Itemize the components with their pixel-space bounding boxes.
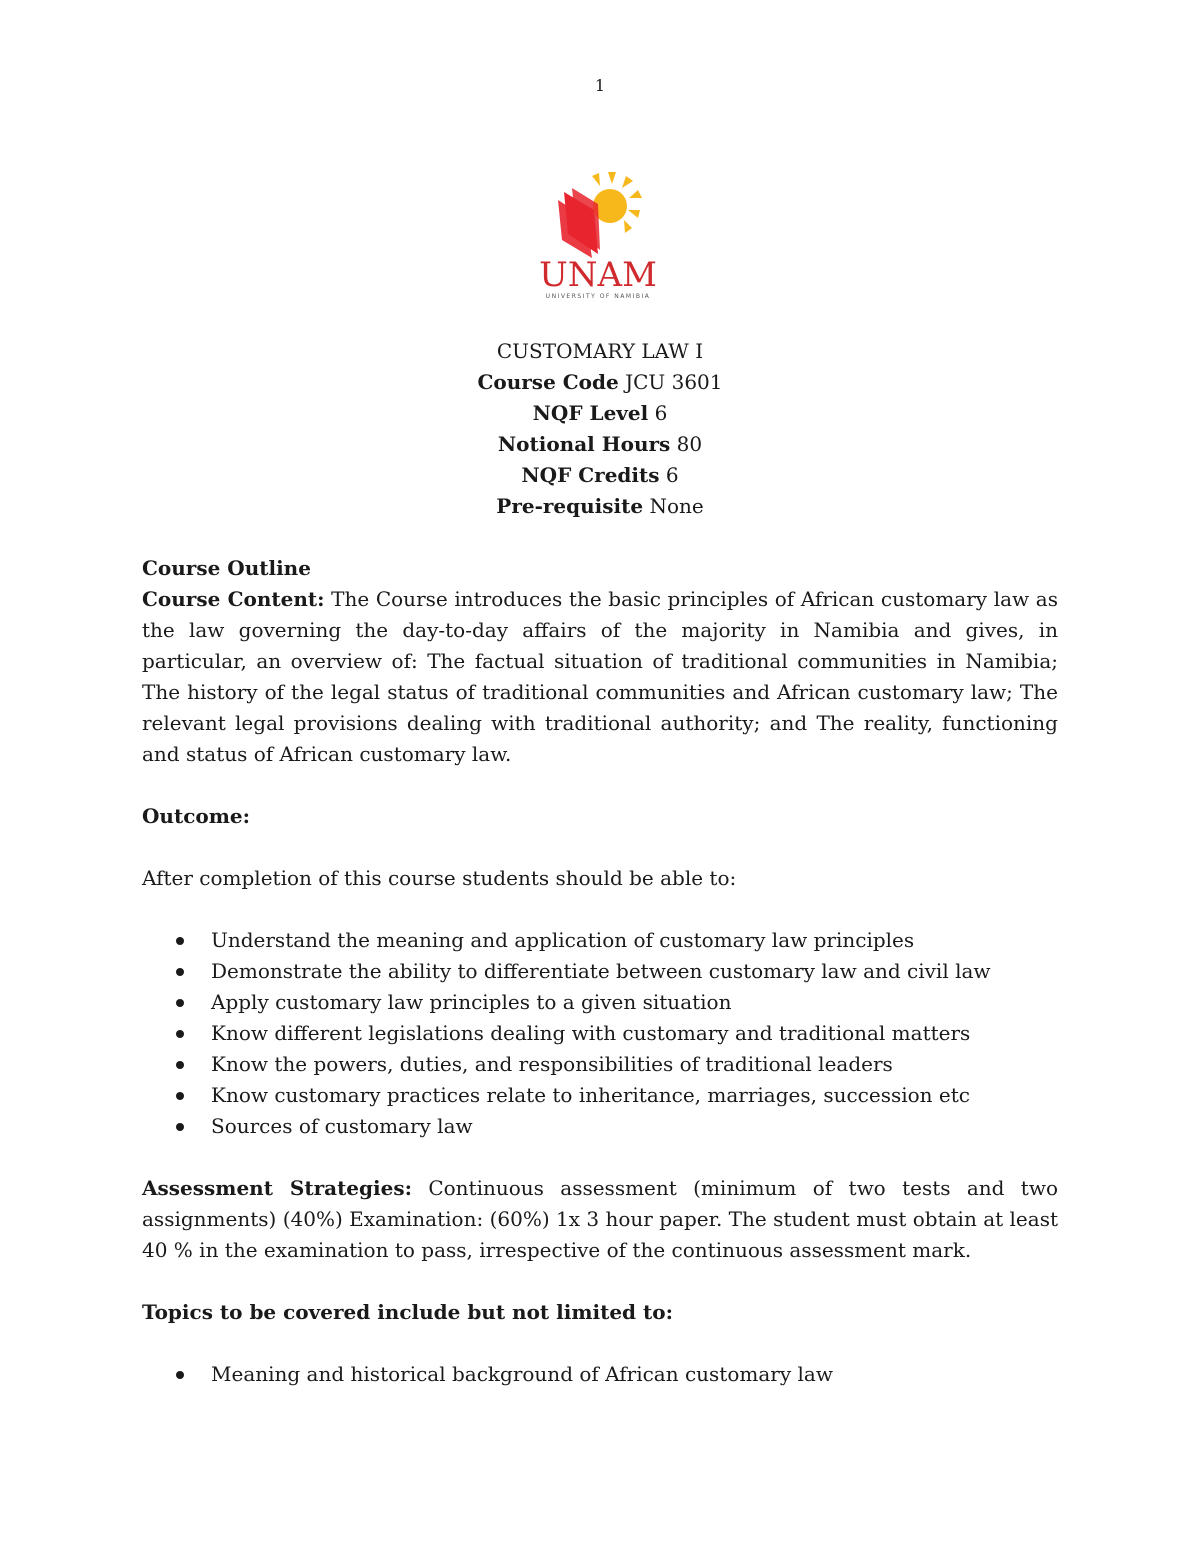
topic-item: Meaning and historical background of African customary law	[142, 1359, 1058, 1390]
course-content-text: The Course introduces the basic principles of African customary law as the law governing the day-to-day affairs of the majority in Namibia and gives, in particular, an overview of: The factual situation of traditional communities in Namibia; The history of the legal status of traditional communities and African customary law; The relevant legal provisions dealing with traditional authority; and The reality, functioning and status of African customary law.	[142, 587, 1058, 766]
outcome-item: Sources of customary law	[142, 1111, 1058, 1142]
course-content-label: Course Content:	[142, 587, 325, 611]
course-title: CUSTOMARY LAW I	[496, 339, 704, 363]
logo-wordmark: UNAM	[539, 255, 657, 295]
page-number: 1	[594, 76, 606, 95]
nqf-credits-value: 6	[659, 463, 679, 487]
spacer	[142, 894, 1058, 925]
course-code-label: Course Code	[477, 370, 619, 394]
course-content-paragraph	[142, 584, 1058, 770]
outcome-item: Understand the meaning and application of customary law principles	[142, 925, 1058, 956]
spacer	[142, 1142, 1058, 1173]
spacer	[142, 770, 1058, 801]
assessment-label: Assessment Strategies:	[142, 1176, 412, 1200]
outcome-item: Demonstrate the ability to differentiate between customary law and civil law	[142, 956, 1058, 987]
nqf-level-line	[0, 398, 1200, 429]
outcome-item: Know customary practices relate to inheritance, marriages, succession etc	[142, 1080, 1058, 1111]
prerequisite-line	[0, 491, 1200, 522]
course-code-value: JCU 3601	[618, 370, 723, 394]
logo-tagline: UNIVERSITY OF NAMIBIA	[545, 293, 651, 300]
nqf-credits-label: NQF Credits	[521, 463, 660, 487]
prerequisite-value: None	[643, 494, 704, 518]
outcome-intro: After completion of this course students should be able to:	[142, 866, 737, 890]
notional-hours-value: 80	[670, 432, 703, 456]
nqf-level-label: NQF Level	[532, 401, 649, 425]
assessment-paragraph	[142, 1173, 1058, 1266]
topics-heading: Topics to be covered include but not limited to:	[142, 1300, 673, 1324]
notional-hours-label: Notional Hours	[497, 432, 671, 456]
course-header	[0, 336, 1200, 522]
unam-emblem-icon	[536, 170, 660, 302]
spacer	[142, 1328, 1058, 1359]
nqf-credits-line	[0, 460, 1200, 491]
topics-list	[142, 1359, 1058, 1390]
assessment-text: Continuous assessment (minimum of two tests and two assignments) (40%) Examination: (60%) 1x 3 hour paper. The student must obtain at least 40 % in the examination to pass, irrespective of the continuous assessment mark.	[142, 1176, 1058, 1262]
course-code-line	[0, 367, 1200, 398]
outcome-list	[142, 925, 1058, 1142]
outcome-heading: Outcome:	[142, 804, 250, 828]
document-body	[142, 553, 1058, 1390]
course-outline-heading: Course Outline	[142, 556, 311, 580]
nqf-level-value: 6	[648, 401, 668, 425]
notional-hours-line	[0, 429, 1200, 460]
spacer	[142, 1266, 1058, 1297]
unam-logo	[536, 170, 660, 302]
outcome-item: Know the powers, duties, and responsibilities of traditional leaders	[142, 1049, 1058, 1080]
spacer	[142, 832, 1058, 863]
prerequisite-label: Pre-requisite	[496, 494, 644, 518]
outcome-item: Apply customary law principles to a given situation	[142, 987, 1058, 1018]
outcome-item: Know different legislations dealing with customary and traditional matters	[142, 1018, 1058, 1049]
